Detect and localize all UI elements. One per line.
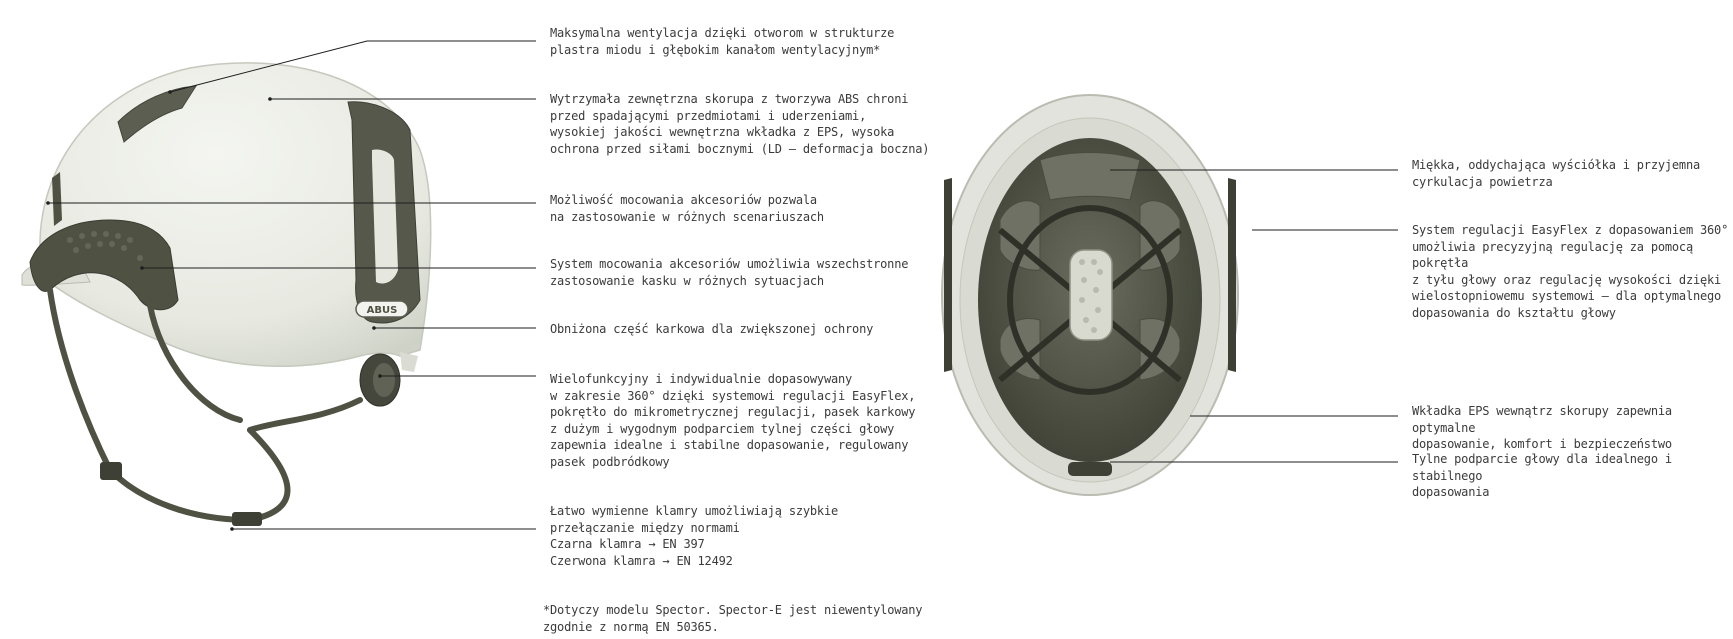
callout-back-support: Tylne podparcie głowy dla idealnego i stabilnego dopasowania bbox=[1412, 452, 1672, 499]
callout-easyflex-multi: Wielofunkcyjny i indywidualnie dopasowywany w zakresie 360° dzięki systemowi regulacji EasyFlex, pokrętło do mikrometrycznej regulacji, pasek karkowy z dużym i wygodnym podparciem tylnej części głowy zapewnia idealne i stabilne dopasowanie, regulowany pasek podbródkowy bbox=[550, 372, 916, 469]
strap-buckle-chin bbox=[232, 512, 262, 526]
callout-accessory-mount: Możliwość mocowania akcesoriów pozwala na zastosowanie w różnych scenariuszach bbox=[550, 193, 824, 224]
side-view-helmet bbox=[22, 63, 431, 526]
callout-accessory-system: System mocowania akcesoriów umożliwia wszechstronne zastosowanie kasku w różnych sytuacjach bbox=[550, 257, 909, 288]
abus-logo bbox=[356, 301, 408, 317]
callout-eps-insert: Wkładka EPS wewnątrz skorupy zapewnia optymalne dopasowanie, komfort i bezpieczeństwo bbox=[1412, 404, 1672, 451]
callout-lowered-neck: Obniżona część karkowa dla zwiększonej ochrony bbox=[550, 322, 874, 336]
footnote: *Dotyczy modelu Spector. Spector-E jest niewentylowany zgodnie z normą EN 50365. bbox=[543, 603, 923, 634]
svg-text:ABUS: ABUS bbox=[366, 305, 398, 316]
callout-buckles: Łatwo wymienne klamry umożliwiają szybkie przełączanie między normami Czarna klamra → EN 397 Czerwona klamra → EN 12492 bbox=[550, 504, 839, 568]
callout-ventilation: Maksymalna wentylacja dzięki otworom w strukturze plastra miodu i głębokim kanałom wentylacyjnym* bbox=[550, 26, 895, 57]
callout-easyflex-360: System regulacji EasyFlex z dopasowaniem 360° umożliwia precyzyjną regulację za pomocą pokrętła z tyłu głowy oraz regulację wysokości dzięki wielostopniowemu systemowi – dla optymalnego dopasowania do kształtu głowy bbox=[1412, 223, 1729, 320]
easyflex-dial bbox=[360, 352, 418, 406]
callout-outer-shell: Wytrzymała zewnętrzna skorupa z tworzywa ABS chroni przed spadającymi przedmiotami i uderzeniami, wysokiej jakości wewnętrzna wkładka z EPS, wysoka ochrona przed siłami bocznymi (LD – deformacja boczna) bbox=[550, 92, 930, 156]
strap-buckle-left bbox=[100, 462, 122, 480]
back-support-dial bbox=[1068, 462, 1112, 476]
callout-padding: Miękka, oddychająca wyściółka i przyjemna cyrkulacja powietrza bbox=[1412, 158, 1701, 189]
center-cushion bbox=[1070, 250, 1112, 340]
inside-view-helmet bbox=[942, 95, 1238, 495]
